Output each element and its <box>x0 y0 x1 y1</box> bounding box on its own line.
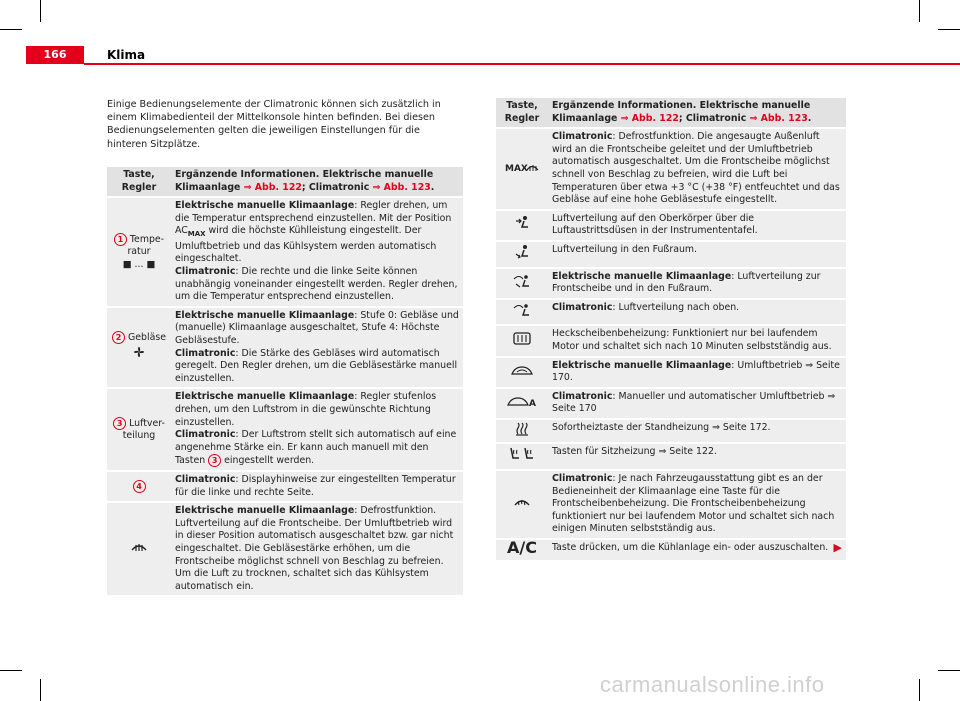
header-divider <box>84 63 960 65</box>
fan-icon <box>131 344 147 365</box>
continue-arrow-icon: ▶ <box>833 541 842 555</box>
table-row: Climatronic: Je nach Fahrzeugausstattung gibt es an der Bedieneinheit der Klimaanlage eine Taste für die Frontscheibenbeheizung. Die Frontscheibenbeheizung funktioniert nur bei laufendem Motor und schaltet sich nach einigen Minuten selbstständig aus. <box>496 471 846 538</box>
upper-body-air-icon <box>514 215 530 236</box>
col-header-control: Taste, Regler <box>107 167 171 196</box>
recirculation-icon <box>511 364 533 381</box>
col-header-info: Ergänzende Informationen. Elektrische manuelle Klimaanlage ⇒ Abb. 122; Climatronic ⇒ Abb. 123. <box>548 98 846 127</box>
left-controls-table <box>107 165 463 597</box>
figure-link[interactable]: ⇒ Abb. 122 <box>243 181 302 193</box>
intro-paragraph: Einige Bedienungselemente der Climatronic können sich zusätzlich in einem Klimabedienteil der Mittelkonsole hinten befinden. Bei diesen Bedienungselementen gelten die jeweiligen Einstellungen für die hinteren Sitzplätze. <box>107 99 441 150</box>
figure-link[interactable]: ⇒ Abb. 123 <box>372 181 431 193</box>
callout-number: 2 <box>112 331 125 344</box>
table-header-row <box>107 167 463 196</box>
air-up-icon <box>513 302 531 323</box>
table-row: MAX Climatronic: Defrostfunktion. Die angesaugte Außenluft wird an die Frontscheibe geleitet und der Umluftbetrieb automatisch ausgeschaltet. Um die Frontscheibe möglichst schnell von Beschlag zu befreien, wird die Luft bei Temperaturen über etwa +3 °C (+38 °F) entfeuchtet und das Gebläse auf eine hohe Gebläsestufe eingestellt. <box>496 129 846 209</box>
table-row: A/C Taste drücken, um die Kühlanlage ein- oder auszuschalten. ▶ <box>496 540 846 560</box>
control-label: Luftver-teilung <box>122 417 165 442</box>
windscreen-heat-icon <box>513 495 531 514</box>
svg-text:A: A <box>529 398 536 407</box>
aux-heater-icon <box>515 422 529 441</box>
table-row: Heckscheibenbeheizung: Funktioniert nur bei laufendem Motor und schaltet sich nach 10 Minuten selbstständig aus. <box>496 326 846 355</box>
col-header-control: Taste, Regler <box>496 98 548 127</box>
front-defrost-icon <box>130 540 148 559</box>
watermark: carmanualsonline.info <box>600 672 825 697</box>
table-row: Tasten für Sitzheizung ⇒ Seite 122. <box>496 444 846 469</box>
ac-icon: A/C <box>507 538 537 558</box>
table-row: Elektrische manuelle Klimaanlage: Umluftbetrieb ⇒ Seite 170. <box>496 358 846 387</box>
table-row: Elektrische manuelle Klimaanlage: Defrostfunktion. Luftverteilung auf die Frontscheibe. Der Umluftbetrieb wird in dieser Position automatisch ausgeschaltet bzw. gar nicht eingeschaltet. Die Gebläsestärke erhöhen, um die Frontscheibe möglichst schnell von Beschlag zu befreien. Um die Luft zu trocknen, schaltet sich das Kühlsystem automatisch ein. <box>107 503 463 595</box>
callout-number: 3 <box>208 454 221 467</box>
table-row: Climatronic: Luftverteilung nach oben. <box>496 300 846 325</box>
temperature-range-icon: ■ ... ■ <box>122 258 156 270</box>
figure-link[interactable]: ⇒ Abb. 122 <box>620 112 679 124</box>
control-label: Gebläse <box>127 331 166 343</box>
table-row: Luftverteilung auf den Oberkörper über die Luftaustrittsdüsen in der Instrumententafel. <box>496 211 846 240</box>
table-row: Sofortheiztaste der Standheizung ⇒ Seite 172. <box>496 420 846 443</box>
windscreen-footwell-icon <box>513 273 531 294</box>
auto-recirculation-icon <box>507 395 537 412</box>
seat-heating-icon <box>508 446 536 467</box>
rear-window-heat-icon <box>513 332 531 351</box>
table-row: 4 Climatronic: Displayhinweise zur eingestellten Temperatur für die linke und rechte Seite. <box>107 472 463 501</box>
table-row: A Climatronic: Manueller und automatischer Umluftbetrieb ⇒ Seite 170 <box>496 389 846 418</box>
table-row: 2 Gebläse Elektrische manuelle Klimaanlage: Stufe 0: Gebläse und (manuelle) Klimaanlage ausgeschaltet, Stufe 4: Höchste Gebläsestufe. Climatronic: Die Stärke des Gebläses wird automatisch geregelt. Den Regler drehen, um die Gebläsestärke manuell einzustellen. <box>107 308 463 388</box>
footwell-air-icon <box>514 244 530 265</box>
section-title: Klima <box>107 48 146 62</box>
table-row: Luftverteilung in den Fußraum. <box>496 242 846 267</box>
table-row: 1 Tempe-ratur ■ ... ■ Elektrische manuelle Klimaanlage: Regler drehen, um die Temperatur entsprechend einzustellen. Mit der Position $AC_{MAX}$ wird die höchste Kühlleistung eingestellt. Der Umluftbetrieb und das Kühlsystem werden automatisch eingeschaltet. Climatronic: Die rechte und die linke Seite können unabhängig voneinander eingestellt werden. Regler drehen, um die Temperatur entsprechend einzustellen. <box>107 198 463 306</box>
table-row: 3 Luftver-teilung Elektrische manuelle Klimaanlage: Regler stufenlos drehen, um den Luftstrom in die gewünschte Richtung einzustellen. Climatronic: Der Luftstrom stellt sich automatisch auf eine angenehme Stärke ein. Er kann auch manuell mit den Tasten 3 eingestellt werden. <box>107 389 463 470</box>
callout-number: 4 <box>133 480 146 493</box>
page-number: 166 <box>26 46 84 64</box>
max-defrost-icon <box>505 160 539 179</box>
right-controls-table <box>496 96 846 562</box>
svg-text:MAX: MAX <box>505 163 528 174</box>
col-header-info: Ergänzende Informationen. Elektrische manuelle Klimaanlage ⇒ Abb. 122; Climatronic ⇒ Abb. 123. <box>171 167 463 196</box>
callout-number: 3 <box>113 417 126 430</box>
table-row: Elektrische manuelle Klimaanlage: Luftverteilung zur Frontscheibe und in den Fußraum. <box>496 269 846 298</box>
table-header-row <box>496 98 846 127</box>
control-label: Tempe-ratur <box>127 233 165 258</box>
figure-link[interactable]: ⇒ Abb. 123 <box>749 112 808 124</box>
callout-number: 1 <box>114 233 127 246</box>
